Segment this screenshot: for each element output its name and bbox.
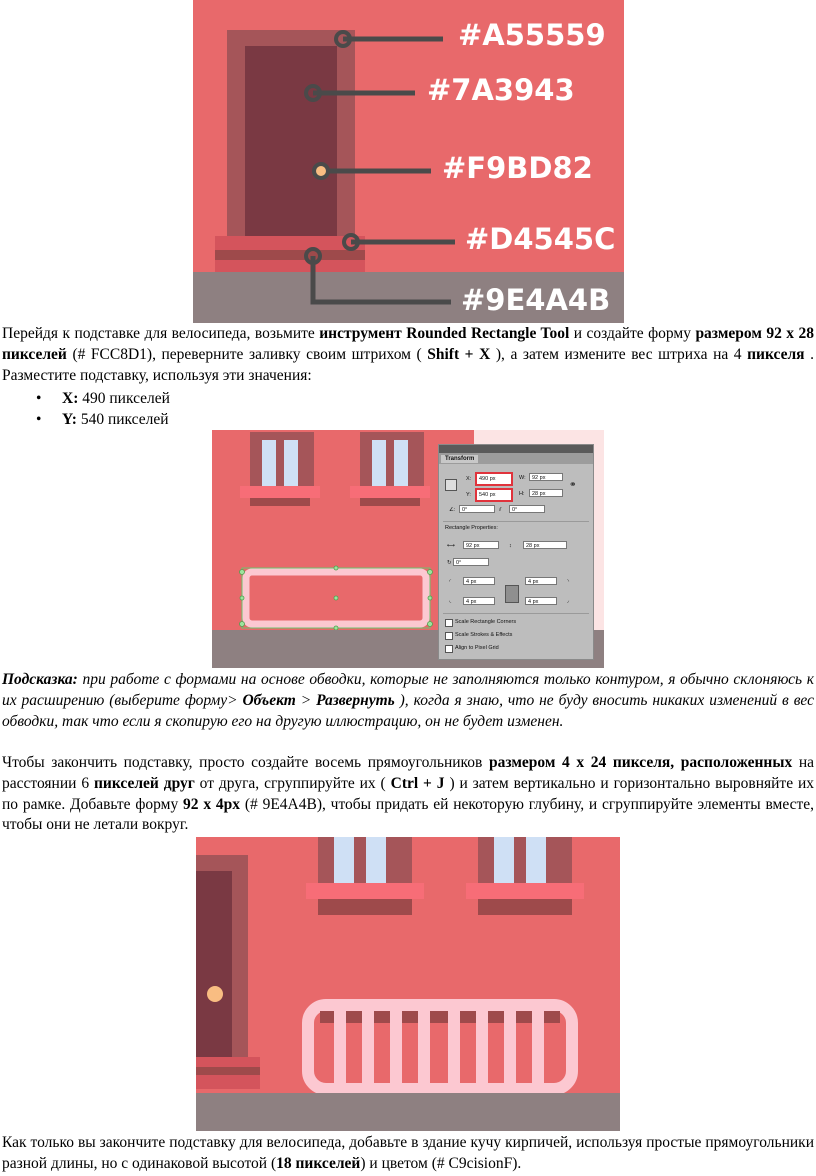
rect-width-icon: ⟷	[447, 543, 455, 549]
checkbox-label: Scale Strokes & Effects	[455, 632, 513, 638]
bullet-y	[36, 410, 169, 430]
y-label: Y:	[466, 492, 471, 498]
bold-span: пикселей друг	[93, 774, 195, 792]
text-span: ) и цветом (# C9cisionF).	[360, 1154, 522, 1172]
swatch-label-2: #7A3943	[427, 73, 575, 107]
bold-span: инструмент Rounded Rectangle Tool	[319, 325, 570, 342]
text-span: (# FCC8D1), переверните заливку своим штрихом (	[66, 345, 428, 363]
angle-field[interactable]: 0°	[459, 505, 495, 513]
rect-height-icon: ↕	[509, 543, 512, 549]
swatch-label-5: #9E4A4B	[461, 283, 611, 317]
y-field[interactable]: 540 px	[475, 488, 513, 502]
rect-props-heading: Rectangle Properties:	[445, 525, 498, 531]
bullet-dot: •	[36, 390, 42, 407]
w-label: W:	[519, 475, 526, 481]
bullet-dot: •	[36, 411, 42, 428]
text-span: Как только вы закончите подставку для велосипеда, добавьте в здание кучу кирпичей, используя простые прямоугольники разной длины, но с одинаковой высотой (	[2, 1134, 814, 1172]
text-span: при работе с формами на основе обводки, которые не заполняются только контуром, я обычно склоняюсь к их расширению (выберите форму>	[2, 671, 814, 709]
panel-tab-row	[439, 453, 593, 464]
bold-span: Объект	[242, 691, 296, 709]
x-field[interactable]: 490 px	[475, 472, 513, 486]
bullet-value: 540 пикселей	[76, 411, 169, 428]
bold-span: Ctrl + J	[390, 774, 445, 792]
rotate-icon: ↻	[447, 560, 452, 566]
hint-paragraph	[2, 670, 814, 732]
checkbox-scale-corners[interactable]	[445, 619, 453, 627]
angle-icon: ∠:	[449, 507, 456, 513]
bold-span: пикселя	[747, 345, 805, 363]
swatch-label-1: #A55559	[458, 18, 606, 52]
bullet-x	[36, 389, 170, 409]
corner-bl-icon: ◟	[449, 598, 452, 604]
bold-span: 92 x 4px	[183, 795, 241, 813]
text-span: . Разместите подставку, используя эти значения:	[2, 345, 814, 384]
shear-field[interactable]: 0°	[509, 505, 545, 513]
x-label: X:	[466, 476, 472, 482]
bullet-key: Y:	[62, 411, 77, 428]
bullet-value: 490 пикселей	[78, 390, 170, 407]
corner-bl-field[interactable]: 4 px	[463, 597, 495, 605]
reference-point-icon[interactable]	[445, 479, 457, 491]
w-field[interactable]: 92 px	[529, 473, 563, 481]
bike-stand-illustration	[196, 837, 620, 1131]
text-span: Чтобы закончить подставку, просто создайте восемь прямоугольников	[2, 754, 489, 771]
rect-width-field[interactable]: 92 px	[463, 541, 499, 549]
text-span: ) и затем вертикально и горизонтально выровняйте их по рамке. Добавьте форму	[2, 774, 815, 813]
bullet-key: X:	[62, 390, 79, 407]
bold-span: размером 92 x 28 пикселей	[2, 325, 814, 363]
text-span: и создайте форму	[569, 325, 696, 342]
transform-panel[interactable]	[438, 444, 594, 660]
bold-span: размером 4 x 24 пикселя, расположенных	[488, 754, 793, 771]
tab-transform[interactable]: Transform	[441, 455, 478, 463]
swatch-label-4: #D4545C	[465, 222, 616, 256]
checkbox-align-pixel-grid[interactable]	[445, 645, 453, 653]
text-span: ), а затем измените вес штриха на 4	[490, 345, 748, 363]
figure-bike-stand	[196, 837, 620, 1131]
swatch-label-3: #F9BD82	[442, 151, 593, 185]
shear-icon: ⫽	[499, 507, 502, 513]
checkbox-label: Scale Rectangle Corners	[455, 619, 517, 625]
figure-color-swatches	[193, 0, 624, 323]
constrain-link-icon[interactable]: ⚭	[569, 479, 577, 489]
paragraph-bricks	[2, 1133, 814, 1175]
corner-tr-icon: ◝	[567, 579, 570, 585]
bold-span: Развернуть	[316, 691, 395, 709]
text-span: на расстоянии 6	[2, 754, 814, 792]
panel-title-bar[interactable]	[439, 445, 593, 453]
corner-tl-field[interactable]: 4 px	[463, 577, 495, 585]
panel-divider	[443, 521, 589, 522]
corner-br-field[interactable]: 4 px	[525, 597, 557, 605]
paragraph-finish-stand	[2, 753, 814, 836]
corner-tr-field[interactable]: 4 px	[525, 577, 557, 585]
corner-tl-icon: ◜	[449, 579, 452, 585]
text-span: от друга, сгруппируйте их (	[194, 774, 391, 792]
rect-height-field[interactable]: 28 px	[523, 541, 567, 549]
text-span: >	[295, 691, 317, 709]
text-span: Перейдя к подставке для велосипеда, возьмите	[2, 325, 320, 342]
h-field[interactable]: 28 px	[529, 489, 563, 497]
h-label: H:	[519, 491, 525, 497]
link-corners-button[interactable]	[505, 585, 519, 603]
checkbox-label: Align to Pixel Grid	[455, 645, 499, 651]
text-span: (# 9E4A4B), чтобы придать ей некоторую глубину, и сгруппируйте элементы вместе, чтобы они не летали вокруг.	[2, 795, 815, 834]
bold-span: Shift + X	[427, 345, 491, 363]
hint-label: Подсказка:	[2, 671, 78, 688]
paragraph-rounded-rectangle	[2, 324, 814, 386]
panel-divider	[443, 613, 589, 614]
corner-br-icon: ◞	[567, 598, 570, 604]
text-span: ), когда я знаю, что не буду вносить никаких изменений в вес обводки, так что если я скопирую его на другую иллюстрацию, он не будет изменен.	[2, 691, 814, 730]
rect-rotate-field[interactable]: 0°	[453, 558, 489, 566]
bold-span: 18 пикселей	[276, 1154, 361, 1172]
checkbox-scale-strokes[interactable]	[445, 632, 453, 640]
